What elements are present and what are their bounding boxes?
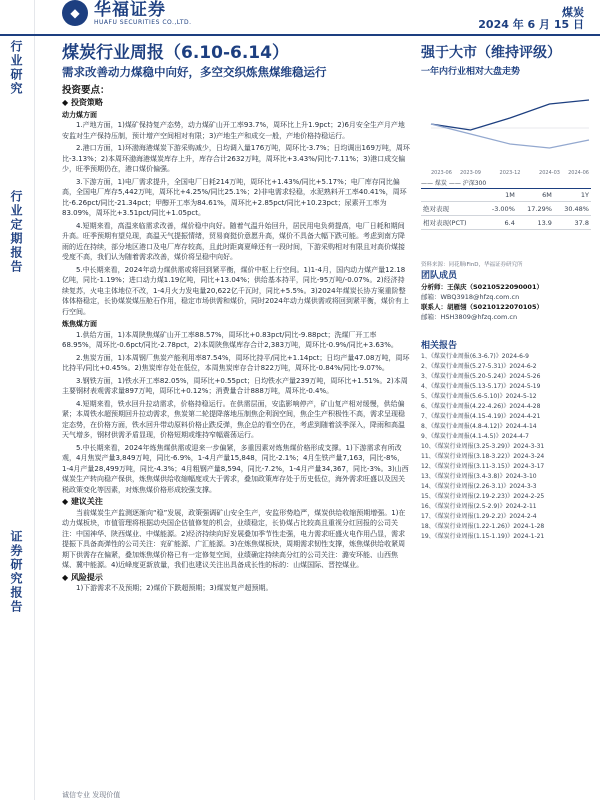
series-line-coal — [431, 100, 589, 130]
coking-coal-heading: 炼焦煤方面 — [62, 320, 97, 328]
related-report-item[interactable]: 5、《煤炭行业周报(5.6-5.10)》2024-5-12 — [421, 393, 537, 400]
table-row — [421, 216, 591, 230]
thermal-coal-heading: 动力煤方面 — [62, 110, 97, 119]
table-cell: 绝对表现 — [421, 202, 482, 216]
related-report-item[interactable]: 4、《煤炭行业周报(5.13-5.17)》2024-5-19 — [421, 383, 541, 390]
report-title: 煤炭行业周报（6.10-6.14） — [62, 43, 289, 63]
table-header-cell — [421, 189, 482, 202]
risk-heading-text: 风险提示 — [70, 572, 103, 582]
thermal-paragraph-1: 1.产地方面，1)煤矿保持复产态势，动力煤矿山开工率93.7%，周环比上升1.9pct；2)6月安全生产月产地安监对生产保持压制，预计增产空间相对有限；3)产地生产和成交一般，产地价格持稳运行。 — [62, 121, 405, 140]
data-source-note: 资料来源：同花顺iFinD，华福证券研究所 — [421, 262, 523, 268]
thermal-paragraph-4: 4.短期来看，高温来临需求改善，煤价稳中向好。随着气温升始回升，居民用电负荷提高，电厂日耗和期间升高。旺季预期有望兑现，高温天气提振情绪，贸易商挺价意愿升高，煤价不具备大幅下跌可能。考虑到南方降雨的近在持续，部分地区港口及电厂库存较高，且此时距离夏峰还有一段时间，下游采购相对有限且对高价煤接受度不高，我们认为随着需求改善，煤价将呈稳中向好。 — [62, 221, 405, 261]
related-report-item[interactable]: 17、《煤炭行业周报(1.29-2.2)》2024-2-4 — [421, 513, 537, 520]
page-footer: 诚信专业 发现价值 — [62, 791, 121, 799]
advice-heading-text: 建议关注 — [70, 497, 103, 506]
relative-performance-chart — [421, 78, 591, 178]
table-header-cell: 1Y — [554, 189, 591, 202]
related-report-item[interactable]: 3、《煤炭行业周报(5.20-5.24)》2024-5-26 — [421, 373, 541, 380]
industry-rating: 强于大市（维持评级） — [421, 45, 561, 61]
table-cell: 37.8 — [554, 216, 591, 230]
related-reports-heading: 相关报告 — [421, 341, 458, 351]
related-report-item[interactable]: 15、《煤炭行业周报(2.19-2.23)》2024-2-25 — [421, 493, 545, 500]
logo-cn-text: 华福证券 — [94, 0, 166, 20]
report-date: 2024 年 6 月 15 日 — [478, 18, 584, 31]
contact-email[interactable]: 邮箱：HSH3809@hfzq.com.cn — [421, 313, 518, 321]
contact-label: 联系人： — [421, 303, 447, 311]
coking-paragraph-1: 1.供给方面，1)本周陕焦煤矿山开工率88.57%，周环比+0.83pct/同比-9.88pct；洗煤厂开工率68.95%，周环比-0.6pct/同比-2.78pct，2)本周陕焦煤库存合计2,383万吨，周环比-0.9%/同比+3.63%。 — [62, 330, 398, 349]
related-report-item[interactable]: 8、《煤炭行业周报(4.8-4.12)》2024-4-14 — [421, 423, 537, 430]
related-report-item[interactable]: 10、《煤炭行业周报(3.25-3.29)》2024-3-31 — [421, 443, 545, 450]
advice-paragraph: 当前煤炭生产监测逐渐向“稳”发展，政策强调矿山安全生产，安监形势趋严，煤炭供给收缩预期增强。1)在动力煤板块，市值管理将根据动央国企估值修复的机会，业绩稳定，长协煤占比较高且重视分红回报的公司关注：中国神华、陕西煤业、中煤能源。2)经济持续向好发展叠加季节性走强，电力需求旺盛火电作用凸显，需求提振下具备高弹性的公司关注：兖矿能源、广汇能源。3)在炼焦煤板块，周期需求韧性支撑，炼焦煤供给收紧周期下供需存在偏紧，叠加炼焦煤价格已有一定修复空间，业绩确定持续高分红的公司关注：潞安环能、山西焦煤、冀中能源。4)近峰度更新放量，我们也建议关注出具备成长性的标的：山煤国际、晋控煤业。 — [62, 508, 406, 569]
strategy-heading-text: 投资策略 — [70, 98, 103, 107]
contact-name: 胡雁翎（S0210122070105） — [447, 303, 543, 311]
related-report-item[interactable]: 19、《煤炭行业周报(1.15-1.19)》2024-1-21 — [421, 533, 545, 540]
table-header-row — [421, 189, 591, 202]
related-report-item[interactable]: 13、《煤炭行业周报(3.4-3.8)》2024-3-10 — [421, 473, 537, 480]
risk-paragraph: 1)下游需求不及预期；2)煤价下跌超预期；3)煤炭复产超预期。 — [76, 584, 273, 592]
thermal-paragraph-3: 3.下游方面，1)电厂需求提升，全国电厂日耗214万吨，周环比+1.43%/同比+5.17%；电厂库存同比偏高，全国电厂库存5,442万吨，周环比+4.25%/同比25.1%；2)非电需求轻稳，水泥熟料开工率40.41%，周环比-6.26pct/同比-21.34pct；甲醇开工率为84.61%，周环比+2.85pct/同比+10.23pct；尿素开工率为83.09%，周环比+3.51pct/同比+1.05pct。 — [62, 177, 407, 217]
thermal-paragraph-5: 5.中长期来看，2024年动力煤供需或将回到紧平衡，煤价中枢上行空间。1)1-4月，国内动力煤产量12.18亿吨，同比-1.19%；进口动力煤1.19亿吨，同比+13.04%；供给基本持平，同比-95万吨/-0.07%。2)经济持续复苏，火电主体地位不改，1-4月火力发电量20,622亿千瓦时，同比+5.5%。3)2024年煤炭长协方案重阶整体体格稳定，长协煤炭煤压舱石作用，稳定市场供需和煤价，同时2024年动力煤供需或将回到紧平衡，煤价有上行空间。 — [62, 265, 409, 316]
main-body — [62, 96, 410, 796]
related-report-item[interactable]: 2、《煤炭行业周报(5.27-5.31)》2024-6-2 — [421, 363, 537, 370]
key-points-label: 投资要点： — [62, 85, 110, 96]
analyst-line — [421, 282, 591, 292]
logo-en-text: HUAFU SECURITIES CO.,LTD. — [94, 18, 192, 26]
table-cell: 13.9 — [517, 216, 554, 230]
x-tick-label: 2024-03 — [539, 170, 560, 176]
related-report-item[interactable]: 16、《煤炭行业周报(2.5-2.9)》2024-2-11 — [421, 503, 537, 510]
performance-table — [421, 188, 591, 230]
analyst-label: 分析师： — [421, 283, 447, 291]
team-members — [421, 282, 591, 322]
coking-paragraph-3: 3.钢铁方面，1)铁水开工率82.05%，周环比+0.55pct；日均铁水产量239万吨，周环比+1.51%。2)本周主要钢材表观需求量897万吨，周环比+0.12%；消费量合计888万吨，周环比-0.4%。 — [62, 376, 408, 395]
related-reports-list — [421, 352, 591, 797]
risk-heading: ◆ 风险提示 — [62, 572, 103, 582]
x-tick-label: 2023-06 — [431, 170, 452, 176]
x-tick-label: 2024-06 — [568, 170, 589, 176]
side-label-securities-report: 证券研究报告 — [9, 530, 23, 614]
chart-legend: —— 煤炭 —— 沪深300 — [421, 180, 487, 187]
team-heading: 团队成员 — [421, 271, 458, 281]
x-tick-label: 2023-09 — [460, 170, 481, 176]
thermal-paragraph-2: 2.港口方面，1)环渤海港煤炭下游采购减少，日均调入量176万吨，周环比-3.7%；日均调出169万吨，周环比-3.13%；2)本周环渤海港煤炭库存上升，库存合计2632万吨，周环比+3.43%/同比-7.11%；3)港口成交偏少，旺季预期仍在，港口煤价偏强。 — [62, 144, 410, 173]
logo-mark-icon: ◆ — [62, 0, 88, 26]
coking-paragraph-2: 2.焦炭方面，1)本周钢厂焦炭产能利用率87.54%，周环比持平/同比+1.14pct；日均产量47.08万吨，周环比持平/同比+0.45%。2)焦炭库存处在低位，本周焦炭库存合计822万吨，周环比-0.84%/同比-9.07%。 — [62, 353, 410, 372]
contact-line — [421, 302, 591, 312]
related-report-item[interactable]: 1、《煤炭行业周报(6.3-6.7)》2024-6-9 — [421, 353, 529, 360]
related-report-item[interactable]: 7、《煤炭行业周报(4.15-4.19)》2024-4-21 — [421, 413, 541, 420]
company-logo — [62, 0, 192, 26]
table-cell: -3.00% — [482, 202, 517, 216]
industry-tag: 煤炭 — [562, 6, 584, 19]
left-sidebar — [0, 0, 35, 800]
related-report-item[interactable]: 9、《煤炭行业周报(4.1-4.5)》2024-4-7 — [421, 433, 529, 440]
analyst-email[interactable]: 邮箱：WBQ3918@hfzq.com.cn — [421, 293, 520, 301]
analyst-name: 王保庆（S0210522090001） — [447, 283, 543, 291]
table-cell: 6.4 — [482, 216, 517, 230]
advice-heading: ◆ 建议关注 — [62, 497, 103, 506]
related-report-item[interactable]: 11、《煤炭行业周报(3.18-3.22)》2024-3-24 — [421, 453, 545, 460]
side-label-industry-research: 行业研究 — [9, 40, 23, 96]
table-row — [421, 202, 591, 216]
section-strategy-heading: ◆ 投资策略 — [62, 98, 103, 107]
related-report-item[interactable]: 14、《煤炭行业周报(2.26-3.1)》2024-3-3 — [421, 483, 537, 490]
table-cell: 30.48% — [554, 202, 591, 216]
coking-paragraph-5: 5.中长期来看，2024年炼焦煤供需或迎来一步偏紧，多重因素对炼焦煤价格形成支撑。1)下游需求有所改观，4月焦炭产量3,849万吨，同比-6.9%，1-4月产量15,848，同比-2.1%；4月生铁产量7,163，同比-8%，1-4月产量28,499万吨，同比-4.3%；4月粗钢产量8,594，同比-7.2%，1-4月产量34,367，同比-3%。3)山西煤炭生产转向稳产保供，炼焦煤供给收缩幅度或大于需求，叠加政策库存处于历史低位，海外需求旺盛以及因关税政策变化等因素，对炼焦煤价格形成较强支撑。 — [62, 443, 409, 494]
table-header-cell: 1M — [482, 189, 517, 202]
coking-paragraph-4: 4.短期来看，铁水回升拉动需求，价格持稳运行。在供需层面，安监影响停产，矿山复产相对缓慢，供给偏紧；本周铁水超预期回升拉动需求，焦炭第二轮提降落地压制焦企利润空间，焦企生产积极性不高，需求呈现稳定态势，在价格方面，铁水回升带动原料价格止跌反弹，焦企总的看空仍在，考虑到随着淡季深入，降雨和高温天气增多，钢材供需矛盾显现，价格短期或维持窄幅震荡运行。 — [62, 399, 405, 439]
chart-title: 一年内行业相对大盘走势 — [421, 67, 521, 77]
side-label-periodic-report: 行业定期报告 — [9, 190, 23, 274]
header-bar — [0, 0, 600, 36]
related-report-item[interactable]: 18、《煤炭行业周报(1.22-1.26)》2024-1-28 — [421, 523, 545, 530]
table-header-cell: 6M — [517, 189, 554, 202]
table-cell: 17.29% — [517, 202, 554, 216]
report-subtitle: 需求改善动力煤稳中向好，多空交织炼焦煤维稳运行 — [62, 65, 327, 79]
related-report-item[interactable]: 12、《煤炭行业周报(3.11-3.15)》2024-3-17 — [421, 463, 545, 470]
table-cell: 相对表现(PCT) — [421, 216, 482, 230]
x-tick-label: 2023-12 — [499, 170, 521, 176]
related-report-item[interactable]: 6、《煤炭行业周报(4.22-4.26)》2024-4-28 — [421, 403, 541, 410]
